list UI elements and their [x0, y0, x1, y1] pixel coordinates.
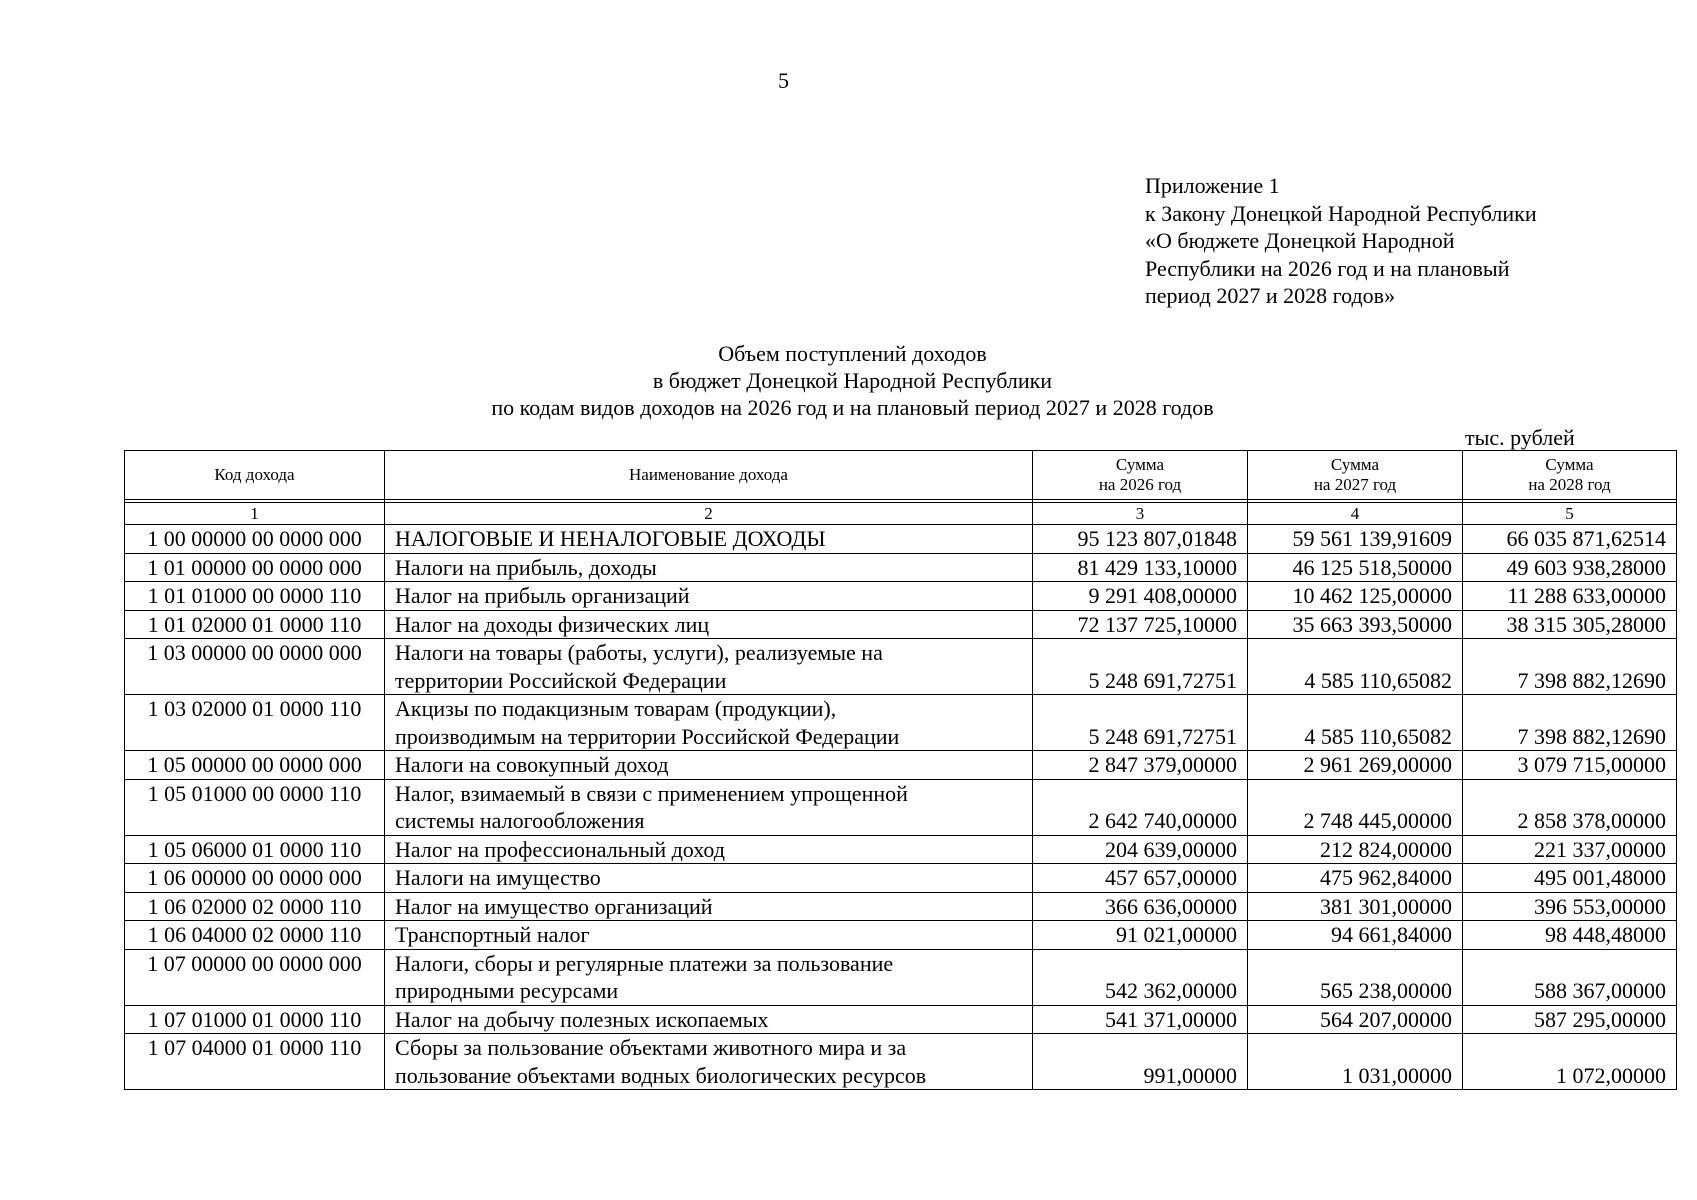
cell-sum-2026: 95 123 807,01848	[1033, 525, 1248, 554]
cell-name	[385, 779, 1033, 835]
column-number: 2	[385, 503, 1033, 525]
cell-code: 1 07 00000 00 0000 000	[125, 949, 385, 1005]
cell-sum-2026: 366 636,00000	[1033, 892, 1248, 921]
cell-sum-2028: 587 295,00000	[1463, 1005, 1677, 1034]
cell-code: 1 00 00000 00 0000 000	[125, 525, 385, 554]
table-row	[125, 751, 1677, 780]
table-row	[125, 892, 1677, 921]
header-code: Код дохода	[125, 451, 385, 500]
cell-sum-2026: 81 429 133,10000	[1033, 553, 1248, 582]
appendix-note	[1145, 172, 1537, 310]
table-header-row	[125, 451, 1677, 500]
cell-sum-2028: 1 072,00000	[1463, 1034, 1677, 1090]
cell-sum-2028: 11 288 633,00000	[1463, 582, 1677, 611]
cell-sum-2026: 991,00000	[1033, 1034, 1248, 1090]
cell-name	[385, 1034, 1033, 1090]
title-line: Объем поступлений доходов	[718, 341, 987, 366]
cell-name: Транспортный налог	[385, 921, 1033, 950]
revenue-table	[124, 450, 1677, 1090]
cell-sum-2028: 396 553,00000	[1463, 892, 1677, 921]
appendix-line: Республики на 2026 год и на плановый	[1145, 255, 1510, 281]
cell-code: 1 05 00000 00 0000 000	[125, 751, 385, 780]
cell-sum-2027: 564 207,00000	[1248, 1005, 1463, 1034]
cell-code: 1 05 06000 01 0000 110	[125, 835, 385, 864]
cell-name: Налог на имущество организаций	[385, 892, 1033, 921]
cell-name: Налог на профессиональный доход	[385, 835, 1033, 864]
header-sum-2028	[1463, 451, 1677, 500]
cell-sum-2027: 4 585 110,65082	[1248, 695, 1463, 751]
header-name: Наименование дохода	[385, 451, 1033, 500]
cell-sum-2027: 212 824,00000	[1248, 835, 1463, 864]
cell-sum-2028: 495 001,48000	[1463, 864, 1677, 893]
cell-sum-2027: 4 585 110,65082	[1248, 639, 1463, 695]
table-body	[125, 525, 1677, 1090]
header-year: на 2026 год	[1098, 475, 1182, 494]
unit-label: тыс. рублей	[1465, 425, 1575, 450]
cell-code: 1 07 01000 01 0000 110	[125, 1005, 385, 1034]
cell-sum-2026: 5 248 691,72751	[1033, 695, 1248, 751]
cell-name: НАЛОГОВЫЕ И НЕНАЛОГОВЫЕ ДОХОДЫ	[385, 525, 1033, 554]
cell-sum-2027: 565 238,00000	[1248, 949, 1463, 1005]
table-row	[125, 835, 1677, 864]
cell-sum-2027: 475 962,84000	[1248, 864, 1463, 893]
appendix-line: Приложение 1	[1145, 173, 1280, 198]
column-number: 1	[125, 503, 385, 525]
cell-sum-2027: 59 561 139,91609	[1248, 525, 1463, 554]
cell-code: 1 01 00000 00 0000 000	[125, 553, 385, 582]
table-row	[125, 610, 1677, 639]
header-sum-label: Сумма	[1545, 455, 1594, 474]
cell-sum-2026: 9 291 408,00000	[1033, 582, 1248, 611]
cell-name-line: системы налогообложения	[395, 808, 645, 833]
cell-sum-2026: 5 248 691,72751	[1033, 639, 1248, 695]
cell-sum-2027: 2 961 269,00000	[1248, 751, 1463, 780]
cell-sum-2027: 10 462 125,00000	[1248, 582, 1463, 611]
table-row	[125, 582, 1677, 611]
table-row	[125, 1005, 1677, 1034]
cell-name-line: производимым на территории Российской Федерации	[395, 723, 900, 749]
table-row	[125, 525, 1677, 554]
table-row	[125, 864, 1677, 893]
page-number-text: 5	[778, 68, 789, 93]
cell-name-line: природными ресурсами	[395, 978, 619, 1003]
cell-sum-2027: 2 748 445,00000	[1248, 779, 1463, 835]
title-line: в бюджет Донецкой Народной Республики	[652, 368, 1053, 393]
cell-sum-2027: 94 661,84000	[1248, 921, 1463, 950]
cell-sum-2026: 72 137 725,10000	[1033, 610, 1248, 639]
table-row	[125, 949, 1677, 1005]
document-title	[125, 340, 1580, 421]
cell-sum-2028: 38 315 305,28000	[1463, 610, 1677, 639]
header-year: на 2028 год	[1528, 475, 1611, 494]
cell-sum-2026: 541 371,00000	[1033, 1005, 1248, 1034]
cell-sum-2026: 542 362,00000	[1033, 949, 1248, 1005]
cell-sum-2026: 204 639,00000	[1033, 835, 1248, 864]
table-row	[125, 921, 1677, 950]
cell-name-line: территории Российской Федерации	[395, 667, 727, 693]
cell-code: 1 03 02000 01 0000 110	[125, 695, 385, 751]
appendix-line: к Закону Донецкой Народной Республики	[1145, 200, 1537, 226]
cell-code: 1 06 00000 00 0000 000	[125, 864, 385, 893]
cell-sum-2028: 588 367,00000	[1463, 949, 1677, 1005]
cell-sum-2028: 7 398 882,12690	[1463, 639, 1677, 695]
cell-code: 1 06 02000 02 0000 110	[125, 892, 385, 921]
cell-sum-2027: 1 031,00000	[1248, 1034, 1463, 1090]
cell-name: Налог на доходы физических лиц	[385, 610, 1033, 639]
cell-name: Налоги на имущество	[385, 864, 1033, 893]
cell-name-line: Акцизы по подакцизным товарам (продукции),	[395, 696, 837, 721]
column-number-row	[125, 503, 1677, 525]
cell-name-line: Налоги, сборы и регулярные платежи за пользование	[395, 950, 894, 976]
cell-code: 1 07 04000 01 0000 110	[125, 1034, 385, 1090]
title-line: по кодам видов доходов на 2026 год и на плановый период 2027 и 2028 годов	[491, 395, 1214, 420]
cell-sum-2027: 35 663 393,50000	[1248, 610, 1463, 639]
header-sum-label: Сумма	[1115, 455, 1165, 474]
cell-sum-2028: 98 448,48000	[1463, 921, 1677, 950]
cell-code: 1 01 01000 00 0000 110	[125, 582, 385, 611]
header-year: на 2027 год	[1313, 475, 1397, 494]
column-number: 3	[1033, 503, 1248, 525]
cell-name: Налоги на прибыль, доходы	[385, 553, 1033, 582]
cell-name	[385, 639, 1033, 695]
cell-name-line: Налоги на товары (работы, услуги), реализуемые на	[395, 640, 883, 665]
cell-name	[385, 695, 1033, 751]
cell-name-line: пользование объектами водных биологических ресурсов	[395, 1062, 927, 1088]
table-row	[125, 779, 1677, 835]
cell-sum-2028: 2 858 378,00000	[1463, 779, 1677, 835]
cell-sum-2026: 2 847 379,00000	[1033, 751, 1248, 780]
table-row	[125, 553, 1677, 582]
cell-sum-2028: 49 603 938,28000	[1463, 553, 1677, 582]
cell-sum-2028: 7 398 882,12690	[1463, 695, 1677, 751]
cell-sum-2027: 46 125 518,50000	[1248, 553, 1463, 582]
cell-code: 1 06 04000 02 0000 110	[125, 921, 385, 950]
cell-name: Налог на прибыль организаций	[385, 582, 1033, 611]
header-sum-label: Сумма	[1330, 455, 1380, 474]
cell-sum-2028: 221 337,00000	[1463, 835, 1677, 864]
cell-sum-2026: 2 642 740,00000	[1033, 779, 1248, 835]
cell-code: 1 05 01000 00 0000 110	[125, 779, 385, 835]
table-row	[125, 1034, 1677, 1090]
table-row	[125, 639, 1677, 695]
cell-sum-2026: 91 021,00000	[1033, 921, 1248, 950]
cell-sum-2028: 3 079 715,00000	[1463, 751, 1677, 780]
header-sum-2027	[1248, 451, 1463, 500]
cell-sum-2028: 66 035 871,62514	[1463, 525, 1677, 554]
cell-code: 1 03 00000 00 0000 000	[125, 639, 385, 695]
cell-name: Налог на добычу полезных ископаемых	[385, 1005, 1033, 1034]
cell-name: Налоги на совокупный доход	[385, 751, 1033, 780]
appendix-line: период 2027 и 2028 годов»	[1145, 283, 1396, 308]
cell-name	[385, 949, 1033, 1005]
column-number: 5	[1463, 503, 1677, 525]
cell-sum-2027: 381 301,00000	[1248, 892, 1463, 921]
appendix-line: «О бюджете Донецкой Народной	[1145, 228, 1455, 253]
cell-code: 1 01 02000 01 0000 110	[125, 610, 385, 639]
header-sum-2026	[1033, 451, 1248, 500]
cell-name-line: Налог, взимаемый в связи с применением упрощенной	[395, 780, 908, 806]
page-number	[0, 68, 1697, 94]
cell-name-line: Сборы за пользование объектами животного мира и за	[395, 1035, 907, 1060]
table-row	[125, 695, 1677, 751]
cell-sum-2026: 457 657,00000	[1033, 864, 1248, 893]
column-number: 4	[1248, 503, 1463, 525]
